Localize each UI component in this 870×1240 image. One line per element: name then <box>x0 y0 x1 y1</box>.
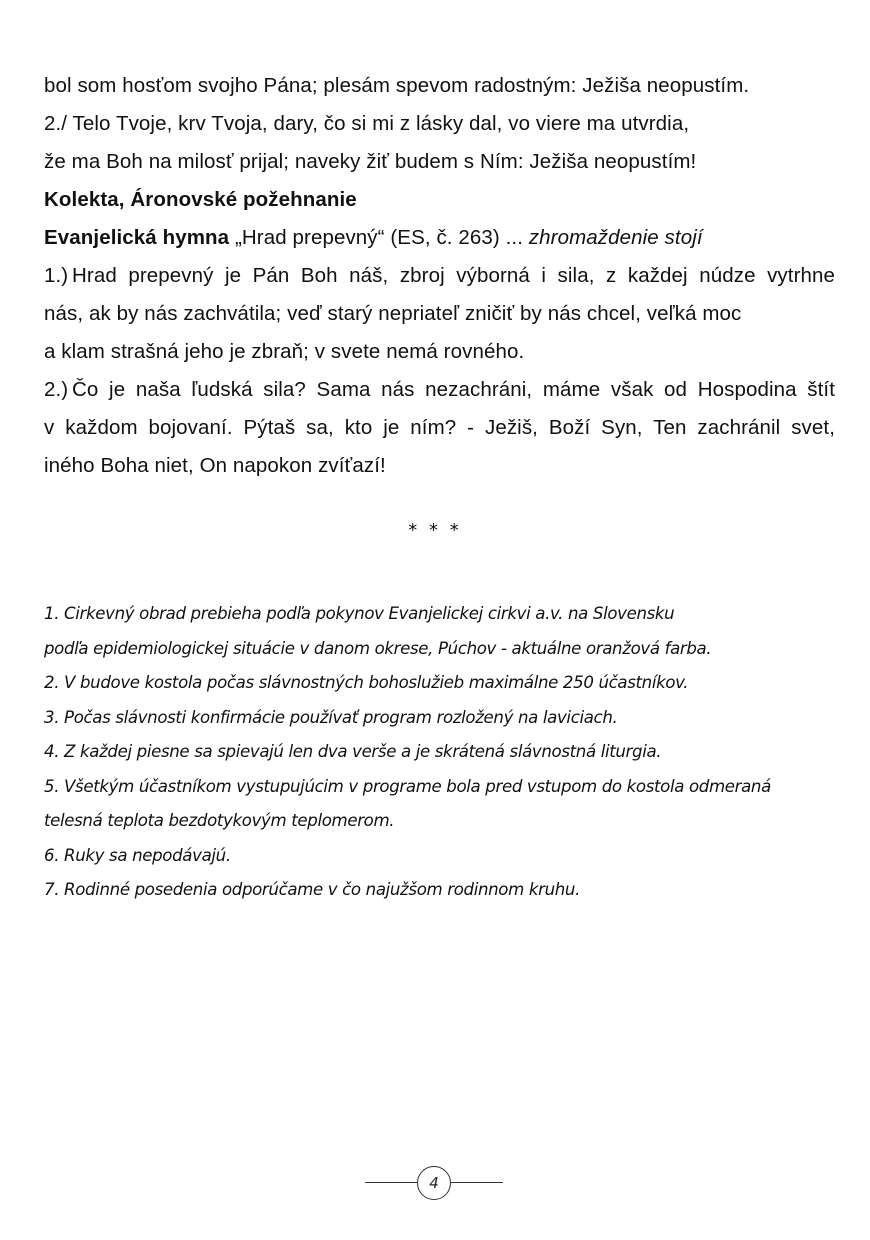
verse-2-line-1 <box>44 371 835 409</box>
verse-1-number: 1.) <box>44 264 69 287</box>
note-line: telesná teplota bezdotykovým teplomerom. <box>44 811 395 830</box>
footer-rule-right <box>451 1182 503 1183</box>
note-line: 2. V budove kostola počas slávnostných bohoslužieb maximálne 250 účastníkov. <box>44 673 689 692</box>
verse-2-number: 2.) <box>44 378 69 401</box>
verse-1-text-1: Hrad prepevný je Pán Boh náš, zbroj výborná i sila, z každej núdze vytrhne <box>72 264 835 287</box>
note-line: 1. Cirkevný obrad prebieha podľa pokynov Evanjelickej cirkvi a.v. na Slovensku <box>44 604 675 623</box>
kolekta-heading: Kolekta, Áronovské požehnanie <box>44 188 357 211</box>
hymn-prev-line-3: že ma Boh na milosť prijal; naveky žiť budem s Ním: Ježiša neopustím! <box>44 150 697 173</box>
verse-1-line-3: a klam strašná jeho je zbraň; v svete nemá rovného. <box>44 340 525 363</box>
verse-1-line-2: nás, ak by nás zachvátila; veď starý nepriateľ zničiť by nás chcel, veľká moc <box>44 302 742 325</box>
section-separator: * * * <box>408 520 462 541</box>
main-text <box>44 67 835 485</box>
page-number: 4 <box>417 1166 451 1200</box>
note-line: 4. Z každej piesne sa spievajú len dva verše a je skrátená slávnostná liturgia. <box>44 742 662 761</box>
anthem-instruction: zhromaždenie stojí <box>528 226 703 249</box>
hymn-prev-line-2: 2./ Telo Tvoje, krv Tvoja, dary, čo si mi z lásky dal, vo viere ma utvrdia, <box>44 112 690 135</box>
verse-2-text-1: Čo je naša ľudská sila? Sama nás nezachráni, máme však od Hospodina štít <box>72 378 835 401</box>
notes-list <box>44 597 844 908</box>
note-line: 6. Ruky sa nepodávajú. <box>44 845 231 865</box>
note-line: 5. Všetkým účastníkom vystupujúcim v programe bola pred vstupom do kostola odmeraná <box>44 776 771 796</box>
anthem-title: „Hrad prepevný“ (ES, č. 263) ... <box>229 226 529 249</box>
note-line: 7. Rodinné posedenia odporúčame v čo najužšom rodinnom kruhu. <box>44 880 581 899</box>
anthem-label: Evanjelická hymna <box>44 226 230 249</box>
verse-2-line-2: v každom bojovaní. Pýtaš sa, kto je ním? - Ježiš, Boží Syn, Ten zachránil svet, <box>44 416 835 439</box>
verse-1-line-1 <box>44 257 835 295</box>
note-line: podľa epidemiologickej situácie v danom okrese, Púchov - aktuálne oranžová farba. <box>44 638 712 658</box>
verse-2-line-3: iného Boha niet, On napokon zvíťazí! <box>44 454 386 477</box>
anthem-heading <box>44 219 835 257</box>
footer-rule-left <box>365 1182 417 1183</box>
note-line: 3. Počas slávnosti konfirmácie používať program rozložený na laviciach. <box>44 707 618 727</box>
page-footer <box>365 1170 503 1206</box>
hymn-prev-line-1: bol som hosťom svojho Pána; plesám spevom radostným: Ježiša neopustím. <box>44 74 750 97</box>
